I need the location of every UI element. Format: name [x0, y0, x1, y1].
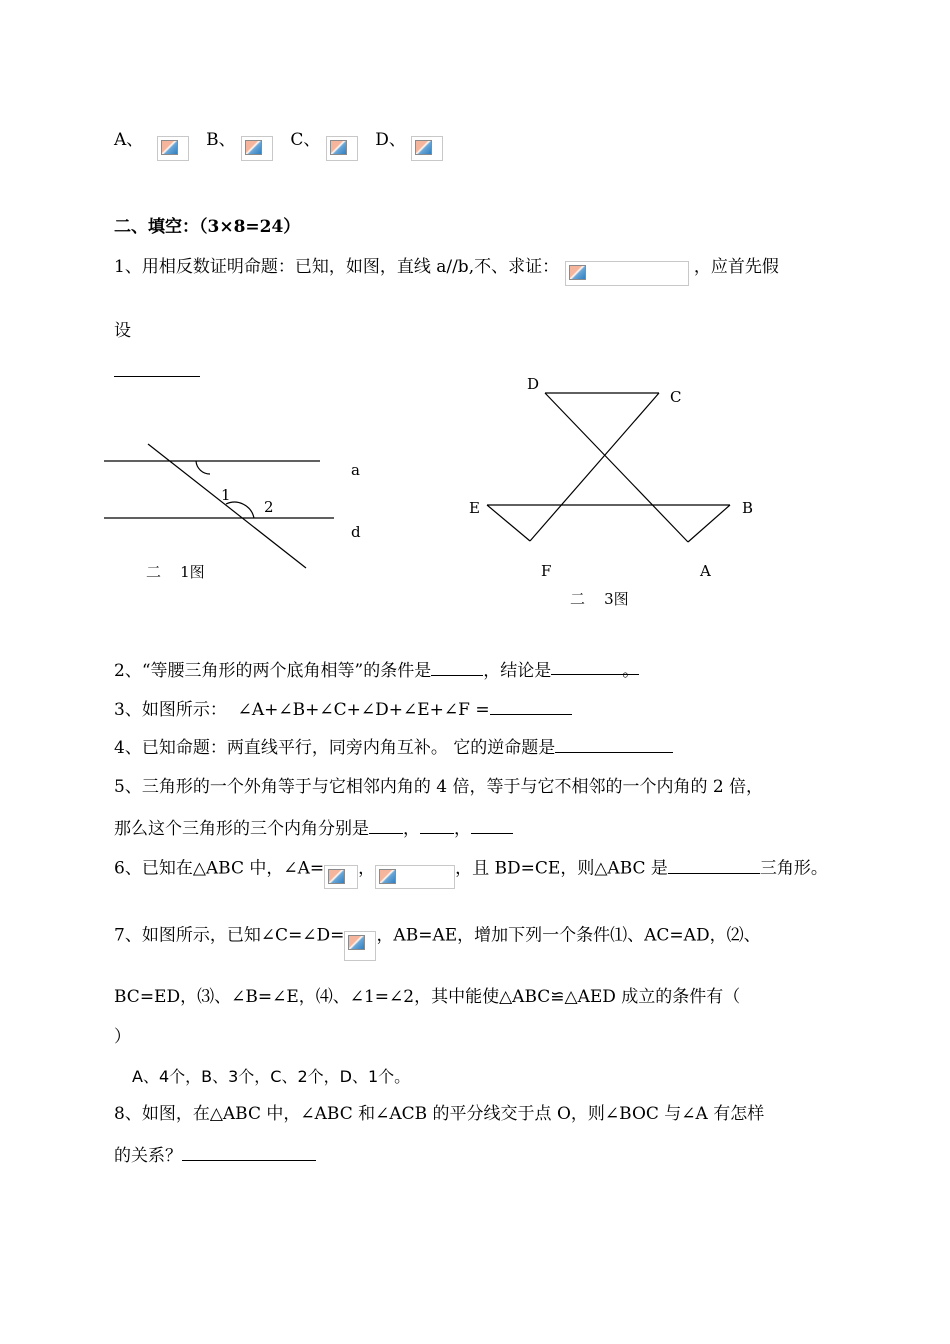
fig3-caption: 二 3图	[570, 590, 629, 608]
fig3-label-D: D	[527, 375, 540, 393]
option-b-label: B、	[206, 130, 236, 150]
fig1-caption: 二 1图	[146, 563, 205, 581]
fig3-label-C: C	[670, 388, 682, 406]
q7-text-2: ，AB=AE，增加下列一个条件⑴、AC=AD，⑵、	[376, 925, 761, 946]
q8-blank	[182, 1146, 316, 1161]
q5-blank-1	[369, 819, 403, 834]
fig3-line-CF	[530, 393, 659, 541]
q6-text-1: 6、已知在△ABC 中，∠A=	[114, 858, 325, 879]
fig3-label-E: E	[469, 499, 480, 517]
option-d-label: D、	[375, 130, 406, 150]
option-c-label: C、	[290, 130, 321, 150]
question-8-line-2	[114, 1145, 316, 1167]
question-7-line-1	[114, 921, 761, 951]
q8-text: 的关系？	[114, 1146, 182, 1166]
fig3-line-EF	[487, 505, 530, 541]
question-4	[114, 737, 673, 759]
question-6	[114, 857, 828, 881]
q6-text-3: ，且 BD=CE，则△ABC 是	[455, 858, 668, 879]
fig1-label-a: a	[351, 461, 360, 479]
q4-text: 4、已知命题：两直线平行，同旁内角互补。 它的逆命题是	[114, 738, 556, 758]
fig3-label-A: A	[700, 562, 711, 580]
fig1-angle-arc-top	[196, 461, 210, 474]
q2-blank-condition	[431, 661, 483, 676]
q2-blank-conclusion	[551, 660, 640, 681]
fig3-line-BA	[688, 505, 730, 542]
q6-text-4: 三角形。	[759, 858, 828, 879]
q2-text-1: 2、“等腰三角形的两个底角相等”的条件是	[114, 661, 432, 681]
question-7-options: A、4个，B、3个，C、2个，D、1个。	[132, 1067, 411, 1086]
fig1-label-d: d	[351, 523, 361, 541]
q5-blank-2	[420, 819, 454, 834]
q1-continuation: 设	[114, 321, 131, 341]
question-2	[114, 660, 639, 682]
q5-sep-2: ，	[454, 819, 471, 839]
q7-image-icon	[344, 931, 376, 961]
q6-image-1-icon	[324, 865, 358, 889]
option-a-label: A、	[114, 130, 144, 150]
question-7-line-2: BC=ED，⑶、∠B=∠E，⑷、∠1=∠2，其中能使△ABC≌△AED 成立的条件有（	[114, 987, 741, 1007]
q6-blank	[668, 859, 760, 874]
question-5-line-1: 5、三角形的一个外角等于与它相邻内角的 4 倍，等于与它不相邻的一个内角的 2 倍，	[114, 777, 764, 797]
section-title: 二、填空：（3×8=24）	[114, 217, 301, 237]
question-3	[114, 699, 572, 721]
q5-blank-3	[471, 819, 513, 834]
q1-text-before: 1、用相反数证明命题：已知，如图，直线 a//b,不、求证：	[114, 257, 560, 277]
q5-text: 那么这个三角形的三个内角分别是	[114, 819, 369, 839]
q6-text-2: ，	[358, 858, 376, 879]
q3-text: 3、如图所示： ∠A+∠B+∠C+∠D+∠E+∠F =	[114, 700, 490, 720]
q4-blank	[555, 738, 673, 753]
question-7-line-3: ）	[114, 1027, 131, 1047]
fig1-label-1: 1	[221, 486, 231, 504]
q7-text-1: 7、如图所示，已知∠C=∠D=	[114, 925, 345, 946]
question-8-line-1: 8、如图，在△ABC 中，∠ABC 和∠ACB 的平分线交于点 O，则∠BOC 与∠A 有怎样	[114, 1104, 765, 1124]
q1-text-after: ，应首先假	[693, 257, 779, 277]
q3-blank	[490, 700, 572, 715]
q2-text-3: 。	[622, 661, 640, 681]
q5-sep-1: ，	[403, 819, 420, 839]
fig1-label-2: 2	[264, 498, 274, 516]
q2-text-2: ，结论是	[483, 661, 552, 681]
fig3-label-B: B	[742, 499, 754, 517]
fig1-transversal	[148, 444, 306, 568]
question-5-line-2	[114, 818, 513, 840]
fig3-line-DA	[545, 393, 688, 542]
fig3-label-F: F	[541, 562, 552, 580]
q6-image-2-icon	[375, 865, 455, 889]
